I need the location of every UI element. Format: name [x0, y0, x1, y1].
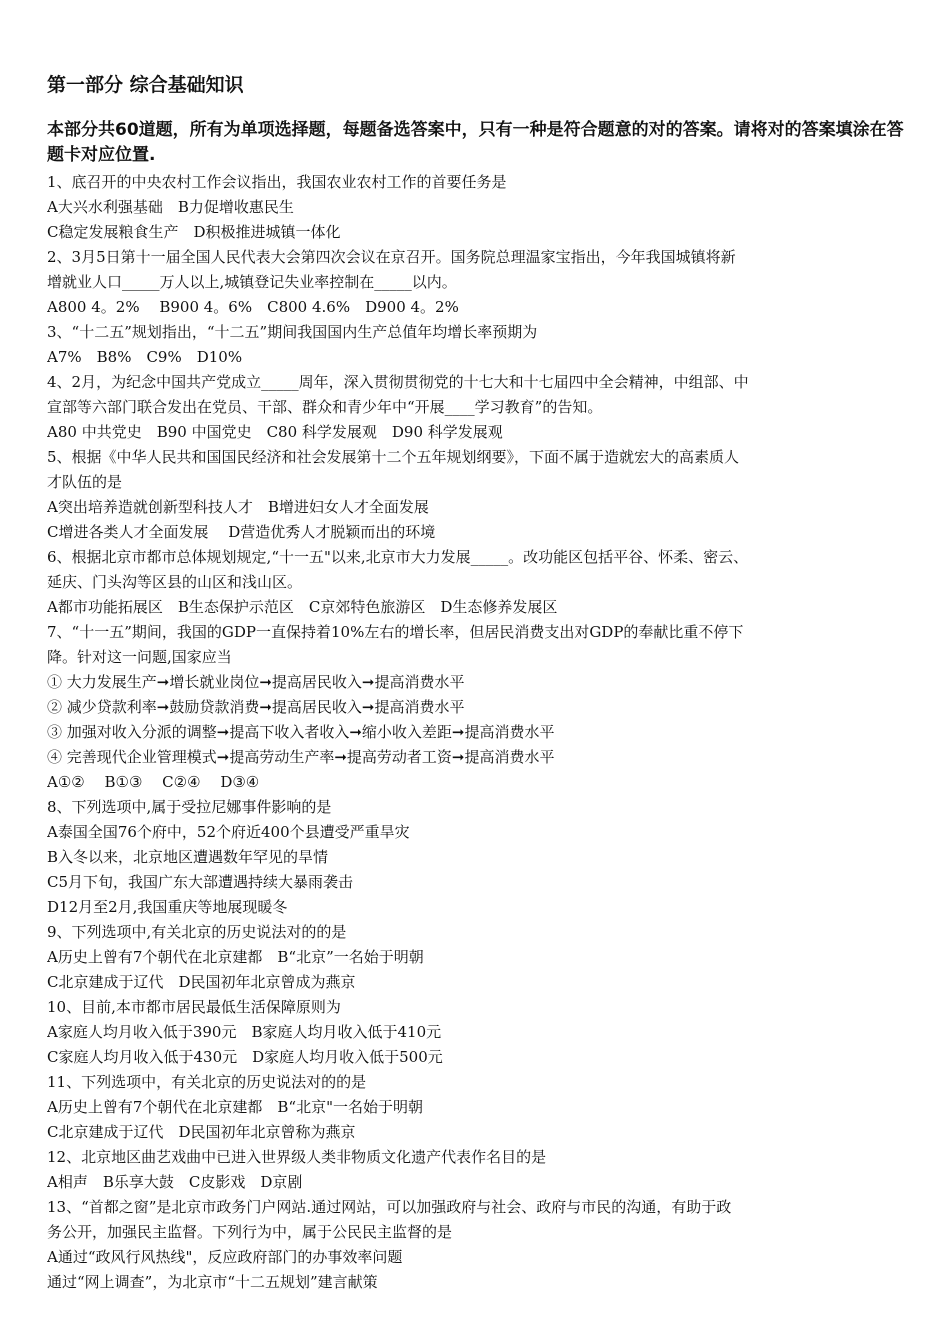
text-line: A历史上曾有7个朝代在北京建都 B“北京”一名始于明朝	[47, 948, 424, 966]
text-line: 才队伍的是	[47, 473, 123, 491]
text-line: C5月下旬，我国广东大部遭遇持续大暴雨袭击	[47, 873, 354, 891]
question-list	[47, 170, 913, 1295]
text-line: C家庭人均月收入低于430元 D家庭人均月收入低于500元	[47, 1048, 443, 1066]
text-line: ① 大力发展生产➞增长就业岗位➞提高居民收入➞提高消费水平	[47, 673, 465, 691]
text-line: A突出培养造就创新型科技人才 B增进妇女人才全面发展	[47, 498, 429, 516]
text-line: A相声 B乐享大鼓 C皮影戏 D京剧	[47, 1173, 303, 1191]
text-line: 1、底召开的中央农村工作会议指出，我国农业农村工作的首要任务是	[47, 173, 507, 191]
text-line: 5、根据《中华人民共和国国民经济和社会发展第十二个五年规划纲要》，下面不属于造就宏大的高素质人	[47, 448, 740, 466]
section-heading: 第一部分 综合基础知识	[47, 74, 244, 96]
text-line: ③ 加强对收入分派的调整➞提高下收入者收入➞缩小收入差距➞提高消费水平	[47, 723, 555, 741]
text-line: A800 4。2% B900 4。6% C800 4.6% D900 4。2%	[47, 298, 459, 316]
text-line: 增就业人口_____万人以上,城镇登记失业率控制在_____以内。	[47, 273, 457, 291]
text-line: 9、下列选项中,有关北京的历史说法对的的是	[47, 923, 347, 941]
text-line: D12月至2月,我国重庆等地展现暖冬	[47, 898, 288, 916]
text-line: 务公开，加强民主监督。下列行为中，属于公民民主监督的是	[47, 1223, 453, 1241]
text-line: C北京建成于辽代 D民国初年北京曾成为燕京	[47, 973, 356, 991]
text-line: 通过“网上调查”，为北京市“十二五规划”建言献策	[47, 1273, 378, 1291]
text-line: A都市功能拓展区 B生态保护示范区 C京郊特色旅游区 D生态修养发展区	[47, 598, 558, 616]
text-line: A①② B①③ C②④ D③④	[47, 773, 260, 791]
text-line: 2、3月5日第十一届全国人民代表大会第四次会议在京召开。国务院总理温家宝指出，今年我国城镇将新	[47, 248, 736, 266]
text-line: A泰国全国76个府中，52个府近400个县遭受严重旱灾	[47, 823, 410, 841]
text-line: 6、根据北京市都市总体规划规定,“十一五"以来,北京市大力发展_____。改功能区包括平谷、怀柔、密云、	[47, 548, 749, 566]
text-line: 降。针对这一问题,国家应当	[47, 648, 232, 666]
text-line: 12、北京地区曲艺戏曲中已进入世界级人类非物质文化遗产代表作名目的是	[47, 1148, 547, 1166]
text-line: 8、下列选项中,属于受拉尼娜事件影响的是	[47, 798, 332, 816]
text-line: C稳定发展粮食生产 D积极推进城镇一体化	[47, 223, 341, 241]
text-line: A历史上曾有7个朝代在北京建都 B“北京"一名始于明朝	[47, 1098, 423, 1116]
text-line: 3、“十二五”规划指出，“十二五”期间我国国内生产总值年均增长率预期为	[47, 323, 538, 341]
text-line: 10、目前,本市都市居民最低生活保障原则为	[47, 998, 341, 1016]
text-line: 延庆、门头沟等区县的山区和浅山区。	[47, 573, 303, 591]
text-line: A家庭人均月收入低于390元 B家庭人均月收入低于410元	[47, 1023, 442, 1041]
text-line: ② 减少贷款利率➞鼓励贷款消费➞提高居民收入➞提高消费水平	[47, 698, 465, 716]
text-line: ④ 完善现代企业管理模式➞提高劳动生产率➞提高劳动者工资➞提高消费水平	[47, 748, 555, 766]
text-line: 7、“十一五”期间，我国的GDP一直保持着10%左右的增长率，但居民消费支出对GDP的奉献比重不停下	[47, 623, 744, 641]
text-line: A80 中共党史 B90 中国党史 C80 科学发展观 D90 科学发展观	[47, 423, 503, 441]
text-line: 宣部等六部门联合发出在党员、干部、群众和青少年中“开展____学习教育”的告知。	[47, 398, 603, 416]
text-line: 11、下列选项中，有关北京的历史说法对的的是	[47, 1073, 367, 1091]
text-line: 4、2月，为纪念中国共产党成立_____周年，深入贯彻贯彻党的十七大和十七届四中全会精神，中组部、中	[47, 373, 749, 391]
document-page	[47, 72, 913, 1295]
text-line: C北京建成于辽代 D民国初年北京曾称为燕京	[47, 1123, 356, 1141]
text-line: A通过“政风行风热线"，反应政府部门的办事效率问题	[47, 1248, 403, 1266]
text-line: C增进各类人才全面发展 D营造优秀人才脱颖而出的环境	[47, 523, 436, 541]
text-line: A7% B8% C9% D10%	[47, 348, 243, 366]
text-line: 13、“首都之窗”是北京市政务门户网站.通过网站，可以加强政府与社会、政府与市民的沟通，有助于政	[47, 1198, 732, 1216]
section-instructions: 本部分共60道题，所有为单项选择题，每题备选答案中，只有一种是符合题意的对的答案。请将对的答案填涂在答题卡对应位置.	[47, 120, 904, 165]
text-line: B入冬以来，北京地区遭遇数年罕见的旱情	[47, 848, 329, 866]
text-line: A大兴水利强基础 B力促增收惠民生	[47, 198, 294, 216]
